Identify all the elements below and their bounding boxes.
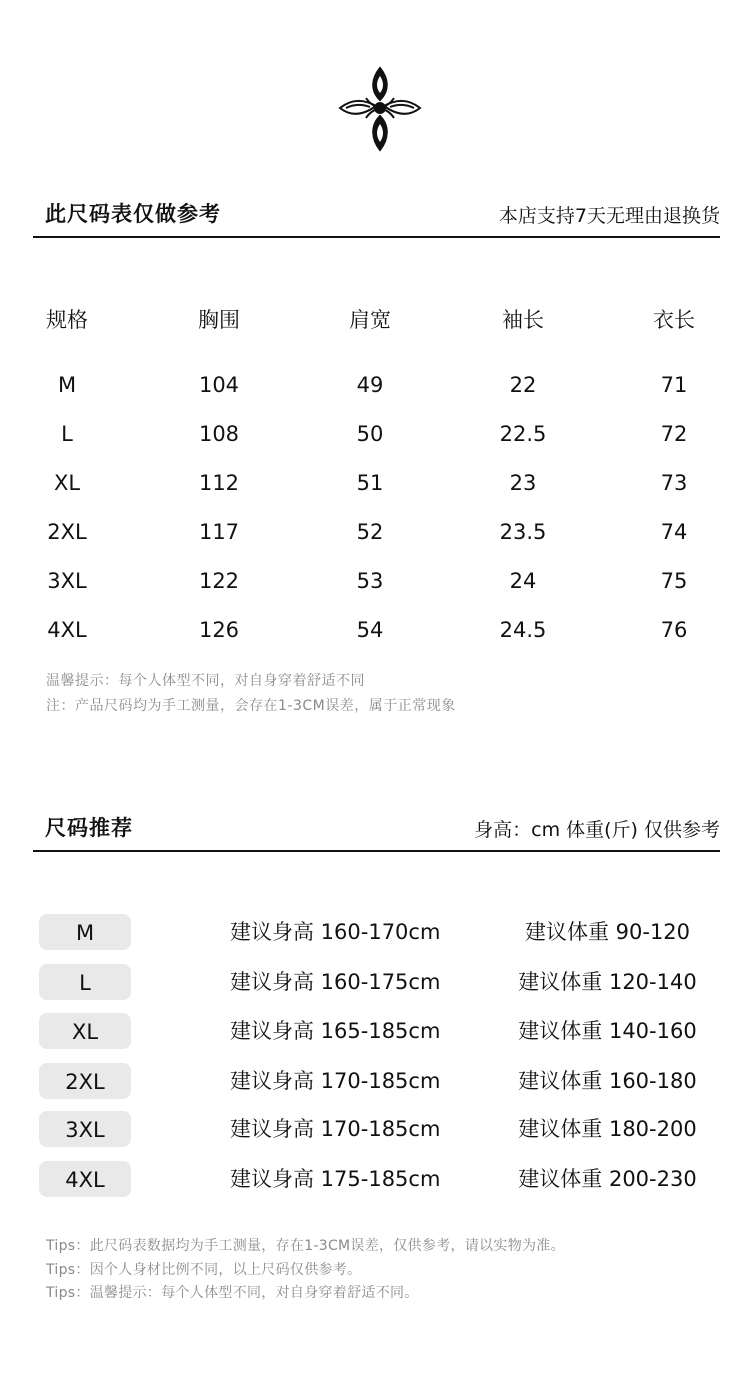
list-item bbox=[0, 1013, 750, 1049]
recommended-height: 建议身高 170-185cm bbox=[230, 1069, 441, 1093]
size-badge: 3XL bbox=[39, 1111, 131, 1147]
recommended-weight: 建议体重 120-140 bbox=[518, 970, 697, 994]
size-badge: L bbox=[39, 964, 131, 1000]
table-row bbox=[0, 606, 750, 655]
fit-tip-note: 温馨提示：每个人体型不同，对自身穿着舒适不同 bbox=[46, 673, 365, 689]
recommend-header bbox=[33, 810, 720, 852]
header-spec: 规格 bbox=[46, 308, 88, 332]
recommended-height: 建议身高 160-170cm bbox=[230, 920, 441, 944]
list-item bbox=[0, 1111, 750, 1147]
chest-cell: 126 bbox=[198, 618, 240, 642]
recommended-height: 建议身高 170-185cm bbox=[230, 1117, 441, 1141]
size-badge: 4XL bbox=[39, 1161, 131, 1197]
chest-cell: 117 bbox=[198, 520, 240, 544]
header-chest: 胸围 bbox=[198, 308, 240, 332]
length-cell: 72 bbox=[660, 422, 688, 446]
recommended-weight: 建议体重 200-230 bbox=[518, 1167, 697, 1191]
length-cell: 76 bbox=[660, 618, 688, 642]
recommended-weight: 建议体重 90-120 bbox=[524, 920, 691, 944]
size-cell: 4XL bbox=[47, 618, 87, 642]
size-cell: M bbox=[57, 373, 77, 397]
chest-cell: 104 bbox=[198, 373, 240, 397]
tip-measurement: Tips：此尺码表数据均为手工测量，存在1-3CM误差，仅供参考，请以实物为准。 bbox=[46, 1238, 565, 1254]
length-cell: 75 bbox=[660, 569, 688, 593]
size-badge: M bbox=[39, 914, 131, 950]
tip-fit: Tips：温馨提示：每个人体型不同，对自身穿着舒适不同。 bbox=[46, 1285, 419, 1301]
sleeve-cell: 22.5 bbox=[499, 422, 547, 446]
recommended-height: 建议身高 160-175cm bbox=[230, 970, 441, 994]
length-cell: 71 bbox=[660, 373, 688, 397]
recommend-units-note: 身高：cm 体重(斤) 仅供参考 bbox=[474, 819, 720, 841]
size-cell: XL bbox=[53, 471, 81, 495]
recommended-height: 建议身高 165-185cm bbox=[230, 1019, 441, 1043]
chest-cell: 108 bbox=[198, 422, 240, 446]
recommended-weight: 建议体重 160-180 bbox=[518, 1069, 697, 1093]
shoulder-cell: 50 bbox=[356, 422, 384, 446]
size-chart-title: 此尺码表仅做参考 bbox=[45, 202, 221, 226]
length-cell: 73 bbox=[660, 471, 688, 495]
header-sleeve: 袖长 bbox=[502, 308, 544, 332]
shoulder-cell: 54 bbox=[356, 618, 384, 642]
list-item bbox=[0, 914, 750, 950]
ornamental-cross-logo bbox=[336, 60, 424, 156]
list-item bbox=[0, 1161, 750, 1197]
recommended-height: 建议身高 175-185cm bbox=[230, 1167, 441, 1191]
table-row bbox=[0, 557, 750, 606]
chest-cell: 122 bbox=[198, 569, 240, 593]
size-badge: XL bbox=[39, 1013, 131, 1049]
sleeve-cell: 24.5 bbox=[499, 618, 547, 642]
return-policy-note: 本店支持7天无理由退换货 bbox=[498, 205, 720, 227]
size-cell: L bbox=[61, 422, 73, 446]
list-item bbox=[0, 964, 750, 1000]
size-chart-header bbox=[33, 196, 720, 238]
sleeve-cell: 23 bbox=[509, 471, 537, 495]
list-item bbox=[0, 1063, 750, 1099]
shoulder-cell: 53 bbox=[356, 569, 384, 593]
size-cell: 3XL bbox=[47, 569, 87, 593]
sleeve-cell: 24 bbox=[509, 569, 537, 593]
table-row bbox=[0, 361, 750, 410]
shoulder-cell: 51 bbox=[356, 471, 384, 495]
size-table bbox=[0, 292, 750, 655]
size-table-header-row bbox=[0, 292, 750, 361]
chest-cell: 112 bbox=[198, 471, 240, 495]
length-cell: 74 bbox=[660, 520, 688, 544]
tip-body-proportion: Tips：因个人身材比例不同，以上尺码仅供参考。 bbox=[46, 1262, 362, 1278]
header-shoulder: 肩宽 bbox=[349, 308, 391, 332]
table-row bbox=[0, 410, 750, 459]
recommend-title: 尺码推荐 bbox=[45, 816, 133, 840]
header-length: 衣长 bbox=[653, 308, 695, 332]
sleeve-cell: 22 bbox=[509, 373, 537, 397]
measurement-error-note: 注：产品尺码均为手工测量，会存在1-3CM误差，属于正常现象 bbox=[46, 698, 456, 714]
shoulder-cell: 52 bbox=[356, 520, 384, 544]
size-cell: 2XL bbox=[47, 520, 87, 544]
recommended-weight: 建议体重 140-160 bbox=[518, 1019, 697, 1043]
size-badge: 2XL bbox=[39, 1063, 131, 1099]
recommended-weight: 建议体重 180-200 bbox=[518, 1117, 697, 1141]
table-row bbox=[0, 459, 750, 508]
sleeve-cell: 23.5 bbox=[499, 520, 547, 544]
table-row bbox=[0, 508, 750, 557]
shoulder-cell: 49 bbox=[356, 373, 384, 397]
